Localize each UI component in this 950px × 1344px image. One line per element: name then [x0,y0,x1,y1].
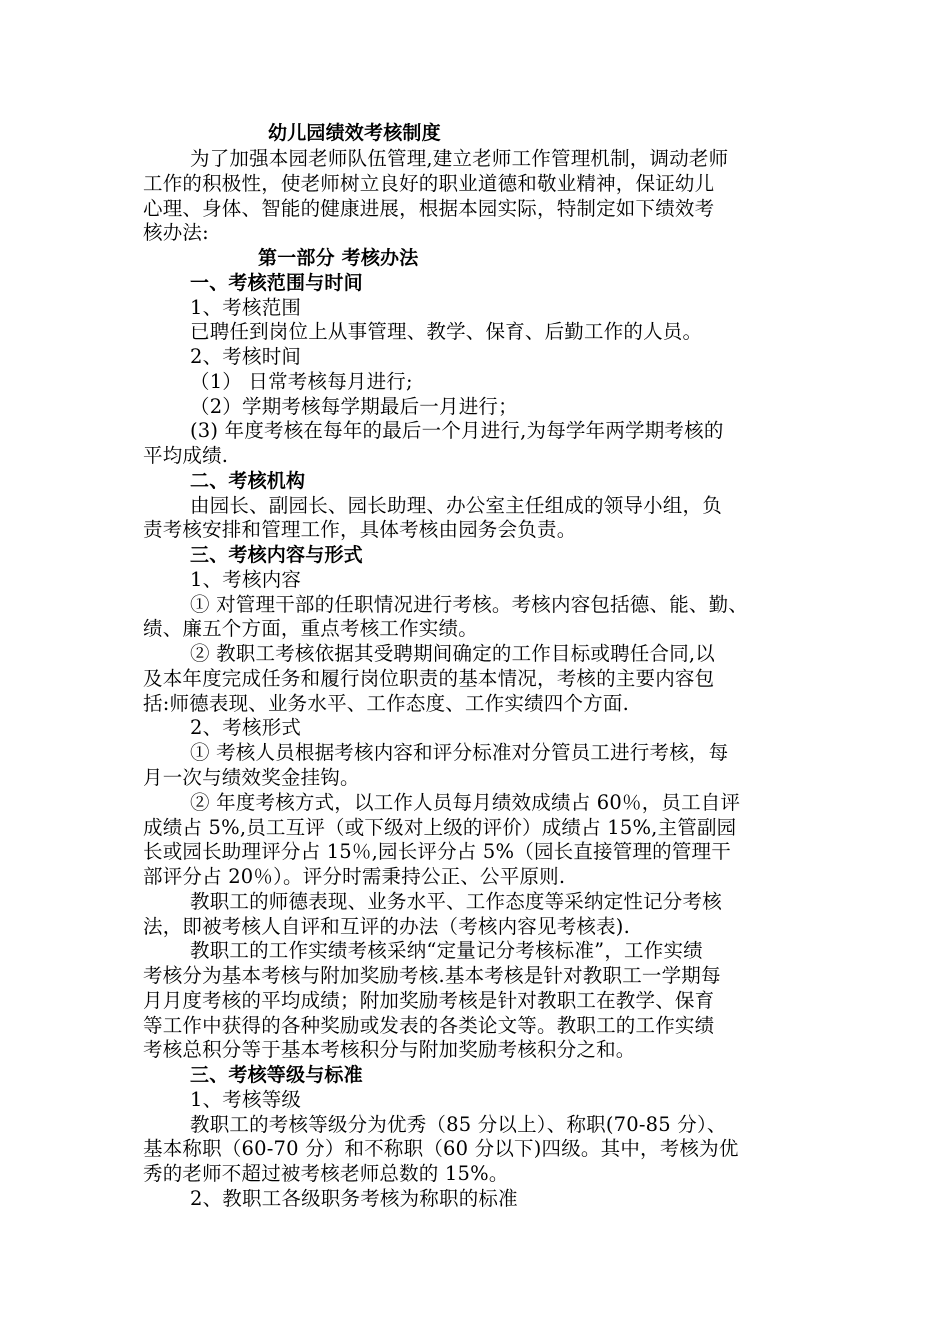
paragraph-line: 教职工的工作实绩考核采纳“定量记分考核标准”，工作实绩 [190,939,703,962]
paragraph-line: 1、考核内容 [190,568,302,591]
paragraph-line: 教职工的师德表现、业务水平、工作态度等采纳定性记分考核 [190,890,722,913]
paragraph-line: 秀的老师不超过被考核老师总数的 15%。 [143,1162,509,1185]
paragraph-line: 基本称职（60-70 分）和不称职（60 分以下)四级。其中，考核为优 [143,1137,739,1160]
paragraph-line: 长或园长助理评分占 15％,园长评分占 5%（园长直接管理的管理干 [143,840,731,863]
paragraph-line: 2、考核时间 [190,345,302,368]
paragraph-line: 考核分为基本考核与附加奖励考核.基本考核是针对教职工一学期每 [143,964,721,987]
paragraph-line: 法，即被考核人自评和互评的办法（考核内容见考核表). [143,915,631,938]
paragraph-line: 括:师德表现、业务水平、工作态度、工作实绩四个方面. [143,692,629,715]
paragraph-line: 由园长、副园长、园长助理、办公室主任组成的领导小组，负 [190,494,722,517]
paragraph-line: (3) 年度考核在每年的最后一个月进行,为每学年两学期考核的 [190,419,724,442]
section-heading: 一、考核范围与时间 [190,272,363,294]
paragraph-line: 1、考核等级 [190,1088,302,1111]
paragraph-line: （2）学期考核每学期最后一月进行； [190,395,518,418]
document-title: 幼儿园绩效考核制度 [268,122,441,144]
paragraph-line: 教职工的考核等级分为优秀（85 分以上）、称职(70-85 分）、 [190,1113,727,1136]
paragraph-line: 核办法: [143,221,209,244]
paragraph-line: ① 考核人员根据考核内容和评分标准对分管员工进行考核，每 [190,741,729,764]
paragraph-line: ② 年度考核方式，以工作人员每月绩效成绩占 60％，员工自评 [190,791,741,814]
paragraph-line: 2、考核形式 [190,716,302,739]
section-heading: 三、考核内容与形式 [190,544,363,566]
section-heading: 第一部分 考核办法 [258,247,419,269]
paragraph-line: 工作的积极性，使老师树立良好的职业道德和敬业精神，保证幼儿 [143,172,715,195]
paragraph-line: 部评分占 20％）。评分时需秉持公正、公平原则. [143,865,566,888]
paragraph-line: 心理、身体、智能的健康进展，根据本园实际，特制定如下绩效考 [143,197,715,220]
paragraph-line: 绩、廉五个方面，重点考核工作实绩。 [143,617,478,640]
paragraph-line: ① 对管理干部的任职情况进行考核。考核内容包括德、能、勤、 [190,593,748,616]
paragraph-line: 月月度考核的平均成绩；附加奖励考核是针对教职工在教学、保育 [143,989,715,1012]
paragraph-line: 考核总积分等于基本考核积分与附加奖励考核积分之和。 [143,1038,636,1061]
paragraph-line: 已聘任到岗位上从事管理、教学、保育、后勤工作的人员。 [190,320,703,343]
section-heading: 三、考核等级与标准 [190,1064,363,1086]
paragraph-line: 责考核安排和管理工作，具体考核由园务会负责。 [143,518,577,541]
paragraph-line: 平均成绩. [143,444,229,467]
paragraph-line: ② 教职工考核依据其受聘期间确定的工作目标或聘任合同,以 [190,642,715,665]
paragraph-line: 成绩占 5%,员工互评（或下级对上级的评价）成绩占 15%,主管副园 [143,816,737,839]
section-heading: 二、考核机构 [190,470,306,492]
paragraph-line: 等工作中获得的各种奖励或发表的各类论文等。教职工的工作实绩 [143,1014,715,1037]
paragraph-line: 及本年度完成任务和履行岗位职责的基本情况，考核的主要内容包 [143,667,715,690]
paragraph-line: 2、教职工各级职务考核为称职的标准 [190,1187,518,1210]
paragraph-line: 月一次与绩效奖金挂钩。 [143,766,360,789]
paragraph-line: 1、考核范围 [190,296,302,319]
paragraph-line: 为了加强本园老师队伍管理,建立老师工作管理机制，调动老师 [190,147,729,170]
paragraph-line: （1） 日常考核每月进行; [190,370,413,393]
